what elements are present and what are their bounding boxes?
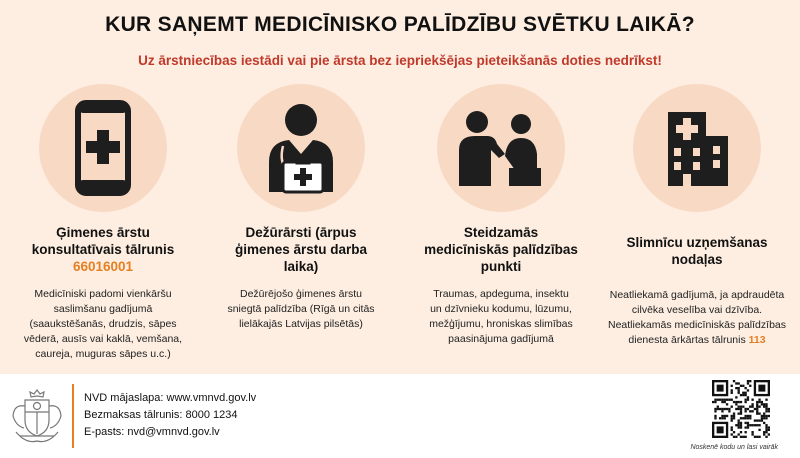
card-emergency-points <box>401 84 601 374</box>
card-description: Medicīniski padomi vienkāršu saslimšanu gadījumā (saaukstēšanās, drudzis, sāpes vēderā, ausīs vai kaklā, vemšana, caureja, muguras sāpes u.c.) <box>23 288 183 360</box>
smartphone-medical-icon <box>75 100 131 196</box>
qr-caption: Noskenē kodu un lasi vairāk <box>690 444 778 451</box>
divider <box>72 384 74 448</box>
doctor-patient-icon <box>455 108 547 188</box>
phone-number: 66016001 <box>72 259 134 274</box>
free-phone: Bezmaksas tālrunis: 8000 1234 <box>84 409 238 421</box>
latvia-coat-of-arms-icon <box>8 386 66 446</box>
card-title: Slimnīcu uzņemšanas nodaļas <box>626 235 768 267</box>
card-title: Steidzamās medicīniskās palīdzības punkti <box>424 225 578 274</box>
qr-code-icon[interactable] <box>712 380 770 438</box>
hospital-building-icon <box>664 110 730 186</box>
card-description: Traumas, apdeguma, insektu un dzīvnieku kodumu, lūzumu, mežģījumu, hroniskas slimības paasinājuma gadījumā <box>429 288 573 345</box>
email-link[interactable]: E-pasts: nvd@vmnvd.gov.lv <box>84 426 220 438</box>
doctor-medkit-icon <box>259 100 343 196</box>
page-title: KUR SAŅEMT MEDICĪNISKO PALĪDZĪBU SVĒTKU LAIKĀ? <box>105 13 695 36</box>
warning-subtitle: Uz ārstniecības iestādi vai pie ārsta bez iepriekšējas pieteikšanās doties nedrīkst! <box>138 53 662 68</box>
card-description: Neatliekamā gadījumā, ja apdraudēta cilvēka veselība vai dzīvība. Neatliekamās medicīniskās palīdzības dienesta ārkārtas tālrunis 113 <box>608 289 786 346</box>
icon-circle <box>39 84 167 212</box>
footer <box>0 374 800 458</box>
card-title: Ģimenes ārstu konsultatīvais tālrunis 66016001 <box>3 224 203 275</box>
icon-circle <box>633 84 761 212</box>
card-hospital-admissions <box>597 84 797 374</box>
contact-info <box>84 390 256 441</box>
card-duty-doctors <box>201 84 401 374</box>
icon-circle <box>237 84 365 212</box>
card-family-doctor-hotline <box>3 84 203 374</box>
icon-circle <box>437 84 565 212</box>
card-title: Dežūrārsti (ārpus ģimenes ārstu darba laika) <box>234 225 368 274</box>
card-description: Dežūrējošo ģimenes ārstu sniegtā palīdzība (Rīgā un citās lielākajās Latvijas pilsētās) <box>227 288 375 330</box>
emergency-number: 113 <box>748 334 766 346</box>
website-link[interactable]: NVD mājaslapa: www.vmnvd.gov.lv <box>84 392 257 404</box>
